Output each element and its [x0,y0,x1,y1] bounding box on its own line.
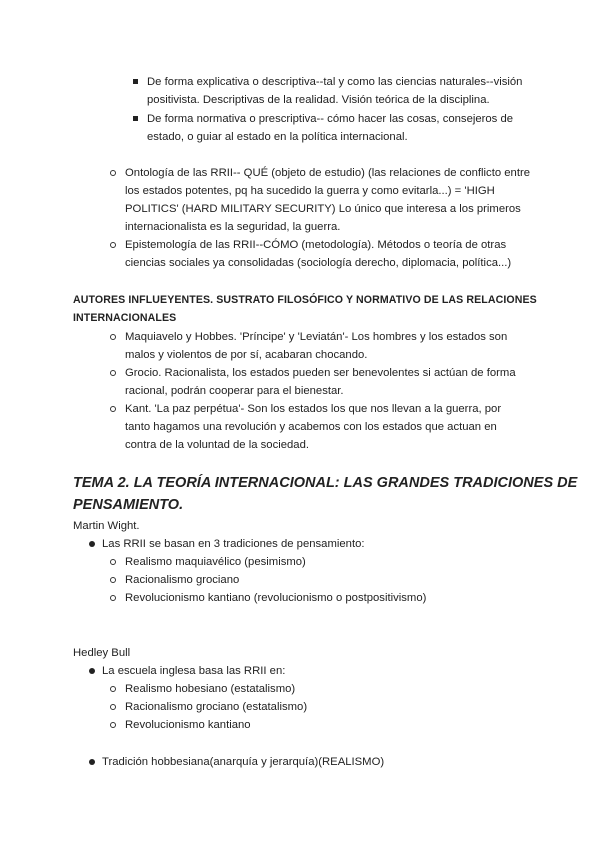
sq-item-2-line-2: estado, o guiar al estado en la política internacional. [147,131,408,143]
bull-bullet: La escuela inglesa basa las RRII en: [102,665,286,677]
wight-author: Martin Wight. [73,520,140,532]
kant-line-2: tanto hagamos una revolución y acabemos con los estados que actuan en [125,421,497,433]
circle-bullet-icon [110,722,116,728]
kant-line-1: Kant. 'La paz perpétua'- Son los estados los que nos llevan a la guerra, por [125,403,502,415]
circle-bullet-icon [110,595,116,601]
autores-heading-line-2: INTERNACIONALES [73,312,177,324]
ontologia-line-2: los estados potentes, pq ha sucedido la guerra y como evitarla...) = 'HIGH [125,185,495,197]
sq-item-1-line-1: De forma explicativa o descriptiva--tal y como las ciencias naturales--visión [147,76,523,88]
wight-sub-2: Racionalismo grociano [125,574,240,586]
wight-sub-3: Revolucionismo kantiano (revolucionismo o postpositivismo) [125,592,427,604]
autores-heading-line-1: AUTORES INFLUEYENTES. SUSTRATO FILOSÓFICO Y NORMATIVO DE LAS RELACIONES [73,294,537,306]
grocio-line-1: Grocio. Racionalista, los estados pueden ser benevolentes si actúan de forma [125,367,516,379]
hobbesiana-bullet: Tradición hobbesiana(anarquía y jerarquía)(REALISMO) [102,756,385,768]
kant-line-3: contra de la voluntad de la sociedad. [125,439,310,451]
dot-bullet-icon [89,759,95,765]
circle-bullet-icon [110,170,116,176]
circle-bullet-icon [110,406,116,412]
square-bullet-icon [133,116,138,121]
sq-item-2-line-1: De forma normativa o prescriptiva-- cómo hacer las cosas, consejeros de [147,113,514,125]
dot-bullet-icon [89,541,95,547]
tema2-heading-line-1: TEMA 2. LA TEORÍA INTERNACIONAL: LAS GRANDES TRADICIONES DE [73,475,578,491]
maquiavelo-line-2: malos y violentos de por sí, acabaran chocando. [125,349,368,361]
circle-bullet-icon [110,577,116,583]
circle-bullet-icon [110,686,116,692]
epistemologia-line-2: ciencias sociales ya consolidadas (sociología derecho, diplomacia, política...) [125,257,512,269]
tema2-heading-line-2: PENSAMIENTO. [73,497,184,513]
bull-author: Hedley Bull [73,647,131,659]
ontologia-line-4: internacionalista es la seguridad, la guerra. [125,221,341,233]
wight-sub-1: Realismo maquiavélico (pesimismo) [125,556,306,568]
square-bullet-icon [133,79,138,84]
circle-bullet-icon [110,370,116,376]
maquiavelo-line-1: Maquiavelo y Hobbes. 'Príncipe' y 'Leviatán'- Los hombres y los estados son [125,331,508,343]
ontologia-line-1: Ontología de las RRII-- QUÉ (objeto de estudio) (las relaciones de conflicto entre [125,167,531,179]
bull-sub-1: Realismo hobesiano (estatalismo) [125,683,296,695]
bull-sub-3: Revolucionismo kantiano [125,719,251,731]
circle-bullet-icon [110,704,116,710]
epistemologia-line-1: Epistemología de las RRII--CÓMO (metodología). Métodos o teoría de otras [125,239,507,251]
wight-bullet: Las RRII se basan en 3 tradiciones de pensamiento: [102,538,365,550]
ontologia-line-3: POLITICS' (HARD MILITARY SECURITY) Lo único que interesa a los primeros [125,203,521,215]
grocio-line-2: racional, podrán cooperar para el bienestar. [125,385,344,397]
circle-bullet-icon [110,334,116,340]
bull-sub-2: Racionalismo grociano (estatalismo) [125,701,308,713]
dot-bullet-icon [89,668,95,674]
circle-bullet-icon [110,559,116,565]
sq-item-1-line-2: positivista. Descriptivas de la realidad. Visión teórica de la disciplina. [147,94,490,106]
circle-bullet-icon [110,242,116,248]
